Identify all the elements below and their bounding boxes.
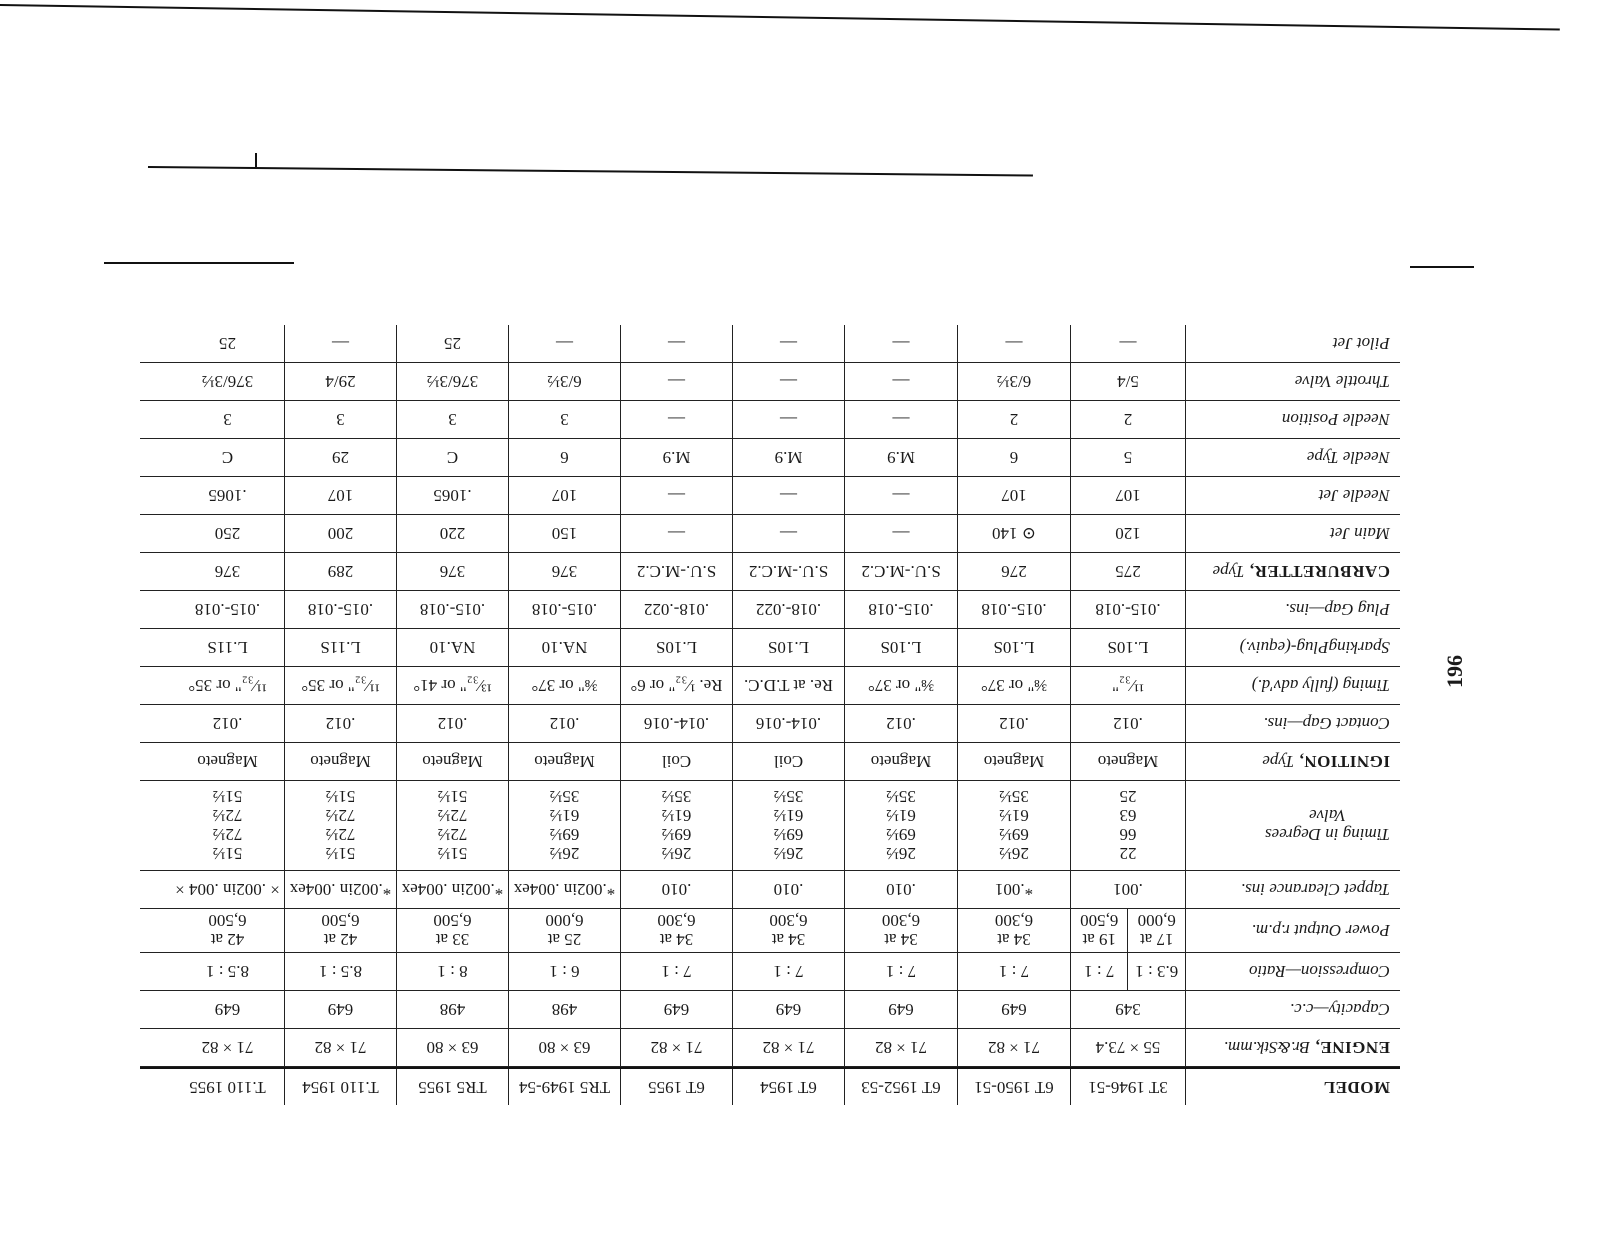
table-cell: ⅜" or 37° [508, 667, 620, 704]
table-cell: L.10S [620, 629, 732, 666]
table-row [140, 953, 1400, 991]
table-cell: 71 × 82 [201, 1038, 254, 1058]
sub-cell: 7 : 1 [1084, 962, 1115, 982]
row-label [1185, 871, 1400, 908]
table-row [140, 401, 1400, 439]
table-cell: C [221, 448, 234, 468]
table-cell: 71 × 82 [732, 1029, 844, 1066]
table-row [140, 591, 1400, 629]
table-cell: ¹¹⁄₃₂" [1070, 667, 1185, 704]
table-cell: 26½ 69½ 61½ 35½ [620, 781, 732, 870]
table-row [140, 325, 1400, 363]
row-label-text: Type [1262, 752, 1295, 772]
table-cell: .010 [620, 871, 732, 908]
table-cell: L.10S [844, 629, 957, 666]
table-cell: 107 [957, 477, 1070, 514]
table-cell: L.10S [957, 629, 1070, 666]
divider-tick [255, 153, 257, 167]
row-label-text: Tappet Clearance ins. [1240, 880, 1390, 900]
table-cell: 63 × 80 [508, 1029, 620, 1066]
table-right-rule [1410, 266, 1474, 268]
table-cell [1070, 953, 1185, 990]
table-row [140, 705, 1400, 743]
table-cell: ¹³⁄₃₂" or 41° [396, 667, 508, 704]
table-cell: 649 [844, 991, 957, 1028]
row-label [1185, 991, 1400, 1028]
table-cell: 25 at 6,000 [508, 909, 620, 952]
table-cell: 276 [957, 553, 1070, 590]
table-cell: 63 × 80 [396, 1029, 508, 1066]
table-row [140, 909, 1400, 953]
sub-cell: 19 at 6,500 [1080, 911, 1119, 950]
table-cell: 649 [620, 991, 732, 1028]
row-label-text: Plug Gap—ins. [1285, 600, 1390, 620]
table-cell: 376 [508, 553, 620, 590]
table-row [140, 1029, 1400, 1067]
table-cell: 376/3½ [396, 363, 508, 400]
sub-cell: 17 at 6,000 [1128, 909, 1186, 952]
row-label [1185, 743, 1400, 780]
row-label-text: Timing (fully adv'd.) [1251, 676, 1390, 696]
table-row [140, 439, 1400, 477]
row-label-text: Br.&Stk.mm. [1223, 1038, 1311, 1058]
table-cell: 51½ 72½ 72½ 51½ [212, 787, 243, 864]
table-cell: L.10S [732, 629, 844, 666]
table-cell: 376/3½ [201, 372, 254, 392]
table-cell: — [620, 363, 732, 400]
table-cell: — [844, 363, 957, 400]
table-cell: 34 at 6,300 [844, 909, 957, 952]
table-cell: T.110 1955 [189, 1078, 266, 1097]
table-cell: 26½ 69½ 61½ 35½ [844, 781, 957, 870]
table-cell: .010 [732, 871, 844, 908]
divider-line [148, 166, 1033, 176]
table-cell: — [620, 401, 732, 438]
table-cell: — [732, 363, 844, 400]
table-cell: 34 at 6,300 [732, 909, 844, 952]
table-cell: 71 × 82 [844, 1029, 957, 1066]
table-cell: 71 × 82 [620, 1029, 732, 1066]
table-cell: 6 [508, 439, 620, 476]
row-label [1185, 553, 1400, 590]
table-cell: 7 : 1 [732, 953, 844, 990]
table-cell: L.11S [207, 638, 248, 658]
table-cell: M.9 [620, 439, 732, 476]
table-cell: ⅜" or 37° [957, 667, 1070, 704]
row-label-text: Needle Jet [1318, 486, 1390, 506]
table-row [140, 781, 1400, 871]
row-label-text: Timing in Degrees Valve [1265, 806, 1390, 845]
row-label [1185, 667, 1400, 704]
table-cell: — [508, 325, 620, 362]
table-cell: 200 [284, 515, 396, 552]
table-cell: 2 [957, 401, 1070, 438]
table-cell: × .002in .004 × [175, 880, 280, 900]
table-cell: — [732, 401, 844, 438]
table-cell: 649 [214, 1000, 241, 1020]
table-cell: .1065 [208, 486, 247, 506]
table-cell: TR5 1955 [396, 1069, 508, 1105]
table-cell: .012 [1070, 705, 1185, 742]
table-cell: .018-.022 [732, 591, 844, 628]
table-cell: Magneto [957, 743, 1070, 780]
table-cell: 26½ 69½ 61½ 35½ [508, 781, 620, 870]
row-label [1185, 1029, 1400, 1066]
table-cell: .012 [844, 705, 957, 742]
spec-table-wrapper [140, 280, 1400, 1105]
row-label-text: Needle Position [1281, 410, 1390, 430]
row-label [1185, 781, 1400, 870]
table-cell: 6T 1950-51 [957, 1069, 1070, 1105]
table-cell: NA.10 [508, 629, 620, 666]
table-row [140, 743, 1400, 781]
table-cell: 250 [214, 524, 241, 544]
table-cell: 349 [1070, 991, 1185, 1028]
table-cell: 25 [396, 325, 508, 362]
row-label-text: Throttle Valve [1294, 372, 1390, 392]
table-cell: .012 [284, 705, 396, 742]
table-cell: 150 [508, 515, 620, 552]
table-cell [1070, 909, 1185, 952]
table-cell: 498 [396, 991, 508, 1028]
row-label-bold: CARBURETTER, [1249, 562, 1390, 582]
row-label [1185, 705, 1400, 742]
table-cell: — [844, 477, 957, 514]
table-cell: TR5 1949-54 [508, 1069, 620, 1105]
table-cell: 5 [1070, 439, 1185, 476]
table-cell: T.110 1954 [284, 1069, 396, 1105]
table-cell: — [844, 401, 957, 438]
table-cell: — [957, 325, 1070, 362]
table-cell: *.002in .004ex [508, 871, 620, 908]
table-cell: *.002in .004ex [284, 871, 396, 908]
table-cell: .012 [212, 714, 243, 734]
row-label-bold: MODEL [1323, 1078, 1390, 1097]
table-cell: 649 [284, 991, 396, 1028]
table-row [140, 629, 1400, 667]
row-label [1185, 953, 1400, 990]
table-cell: 8.5 : 1 [284, 953, 396, 990]
table-cell: Re. at T.D.C. [732, 667, 844, 704]
row-label-text: Needle Type [1306, 448, 1390, 468]
table-cell: .015-.018 [396, 591, 508, 628]
table-cell: .018-.022 [620, 591, 732, 628]
table-cell: Magneto [284, 743, 396, 780]
table-cell: Magneto [508, 743, 620, 780]
table-cell: .015-.018 [284, 591, 396, 628]
table-cell: .001 [1070, 871, 1185, 908]
row-label-text: Power Output r.p.m. [1251, 921, 1390, 941]
table-cell: 6T 1954 [732, 1069, 844, 1105]
table-cell: 42 at 6,500 [284, 909, 396, 952]
row-label-text: SparkingPlug-(equiv.) [1239, 638, 1390, 658]
table-cell: 34 at 6,300 [957, 909, 1070, 952]
table-row [140, 515, 1400, 553]
table-cell: .012 [957, 705, 1070, 742]
table-cell: 33 at 6,500 [396, 909, 508, 952]
table-cell: — [732, 325, 844, 362]
table-cell: .014-.016 [732, 705, 844, 742]
table-cell: Magneto [1070, 743, 1185, 780]
table-cell: — [620, 477, 732, 514]
table-cell: C [396, 439, 508, 476]
table-cell: 8 : 1 [396, 953, 508, 990]
table-cell: ⅜" or 37° [844, 667, 957, 704]
table-cell: S.U.-M.C.2 [620, 553, 732, 590]
table-cell: — [284, 325, 396, 362]
table-cell: .015-.018 [194, 600, 261, 620]
table-row [140, 1067, 1400, 1105]
table-cell: 8.5 : 1 [206, 962, 249, 982]
table-cell: 7 : 1 [957, 953, 1070, 990]
row-label-bold: IGNITION, [1299, 752, 1390, 772]
table-cell: Coil [732, 743, 844, 780]
table-cell: .015-.018 [508, 591, 620, 628]
table-row [140, 477, 1400, 515]
table-cell: L.10S [1070, 629, 1185, 666]
table-cell: 55 × 73.4 [1070, 1029, 1185, 1066]
table-cell: .012 [508, 705, 620, 742]
table-cell: Magneto [396, 743, 508, 780]
row-label-text: Contact Gap—ins. [1263, 714, 1390, 734]
table-cell: — [1070, 325, 1185, 362]
row-label-text: Compression—Ratio [1248, 962, 1390, 982]
table-row [140, 871, 1400, 909]
table-cell: .010 [844, 871, 957, 908]
table-cell: *.001 [957, 871, 1070, 908]
table-cell: 34 at 6,300 [620, 909, 732, 952]
table-cell: — [732, 477, 844, 514]
row-label [1185, 629, 1400, 666]
table-cell: .015-.018 [1070, 591, 1185, 628]
table-cell: 7 : 1 [620, 953, 732, 990]
table-cell: 22 66 63 25 [1070, 781, 1185, 870]
table-cell: Coil [620, 743, 732, 780]
table-cell: 6/3½ [508, 363, 620, 400]
table-cell: Magneto [844, 743, 957, 780]
table-cell: 498 [508, 991, 620, 1028]
row-label-text: Pilot Jet [1332, 334, 1390, 354]
sub-cell: 6.3 : 1 [1128, 953, 1186, 990]
spec-table [140, 280, 1400, 1105]
table-cell: 3 [396, 401, 508, 438]
table-cell: ⊙ 140 [957, 515, 1070, 552]
table-cell: M.9 [844, 439, 957, 476]
table-cell: 6T 1952-53 [844, 1069, 957, 1105]
table-cell: 42 at 6,500 [208, 911, 247, 950]
table-cell: 275 [1070, 553, 1185, 590]
table-cell: Re. ¹⁄₃₂" or 6° [620, 667, 732, 704]
row-label-text: Type [1212, 562, 1245, 582]
table-cell: — [620, 325, 732, 362]
table-cell: 376 [214, 562, 241, 582]
table-cell: 71 × 82 [284, 1029, 396, 1066]
table-cell: M.9 [732, 439, 844, 476]
table-cell: .015-.018 [844, 591, 957, 628]
table-cell: .014-.016 [620, 705, 732, 742]
table-cell: ¹¹⁄₃₂" or 35° [188, 676, 267, 696]
row-label [1185, 1069, 1400, 1105]
row-label [1185, 591, 1400, 628]
table-cell: 26½ 69½ 61½ 35½ [957, 781, 1070, 870]
scan-edge-line [0, 4, 1560, 31]
table-cell: 107 [284, 477, 396, 514]
row-label [1185, 363, 1400, 400]
table-row [140, 553, 1400, 591]
table-cell: .015-.018 [957, 591, 1070, 628]
table-cell: 51½ 72½ 72½ 51½ [284, 781, 396, 870]
table-cell: 26½ 69½ 61½ 35½ [732, 781, 844, 870]
table-cell: 376 [396, 553, 508, 590]
table-cell: 6T 1955 [620, 1069, 732, 1105]
table-cell: ¹¹⁄₃₂" or 35° [284, 667, 396, 704]
table-cell: 3T 1946-51 [1070, 1069, 1185, 1105]
table-cell: S.U.-M.C.2 [732, 553, 844, 590]
table-cell: L.11S [284, 629, 396, 666]
table-cell: 5/4 [1070, 363, 1185, 400]
table-cell: .012 [396, 705, 508, 742]
row-label [1185, 909, 1400, 952]
row-label [1185, 477, 1400, 514]
table-top-rule [104, 262, 294, 264]
row-label [1185, 515, 1400, 552]
table-row [140, 667, 1400, 705]
table-cell: 649 [732, 991, 844, 1028]
table-cell: 29/4 [284, 363, 396, 400]
table-cell: 289 [284, 553, 396, 590]
table-cell: 7 : 1 [844, 953, 957, 990]
row-label [1185, 325, 1400, 362]
table-row [140, 363, 1400, 401]
table-cell: .1065 [396, 477, 508, 514]
table-cell: NA.10 [396, 629, 508, 666]
table-cell: 25 [219, 334, 236, 354]
table-cell: S.U.-M.C.2 [844, 553, 957, 590]
table-cell: 120 [1070, 515, 1185, 552]
page-number: 196 [1442, 655, 1467, 688]
table-cell: — [732, 515, 844, 552]
row-label-bold: ENGINE, [1315, 1038, 1390, 1058]
table-cell: 6 [957, 439, 1070, 476]
table-cell: 6/3½ [957, 363, 1070, 400]
table-row [140, 991, 1400, 1029]
row-label-text: Main Jet [1330, 524, 1390, 544]
row-label [1185, 401, 1400, 438]
table-cell: 3 [508, 401, 620, 438]
table-cell: 51½ 72½ 72½ 51½ [396, 781, 508, 870]
table-cell: *.002in .004ex [396, 871, 508, 908]
table-cell: 220 [396, 515, 508, 552]
table-cell: 29 [284, 439, 396, 476]
table-cell: 107 [508, 477, 620, 514]
table-cell: 6 : 1 [508, 953, 620, 990]
table-cell: 71 × 82 [957, 1029, 1070, 1066]
table-cell: 107 [1070, 477, 1185, 514]
table-cell: — [620, 515, 732, 552]
row-label [1185, 439, 1400, 476]
table-cell: 2 [1070, 401, 1185, 438]
table-cell: 3 [284, 401, 396, 438]
row-label-text: Capacity—c.c. [1289, 1000, 1390, 1020]
table-cell: 3 [223, 410, 232, 430]
table-cell: 649 [957, 991, 1070, 1028]
table-cell: Magneto [197, 752, 258, 772]
table-cell: — [844, 515, 957, 552]
table-cell: — [844, 325, 957, 362]
